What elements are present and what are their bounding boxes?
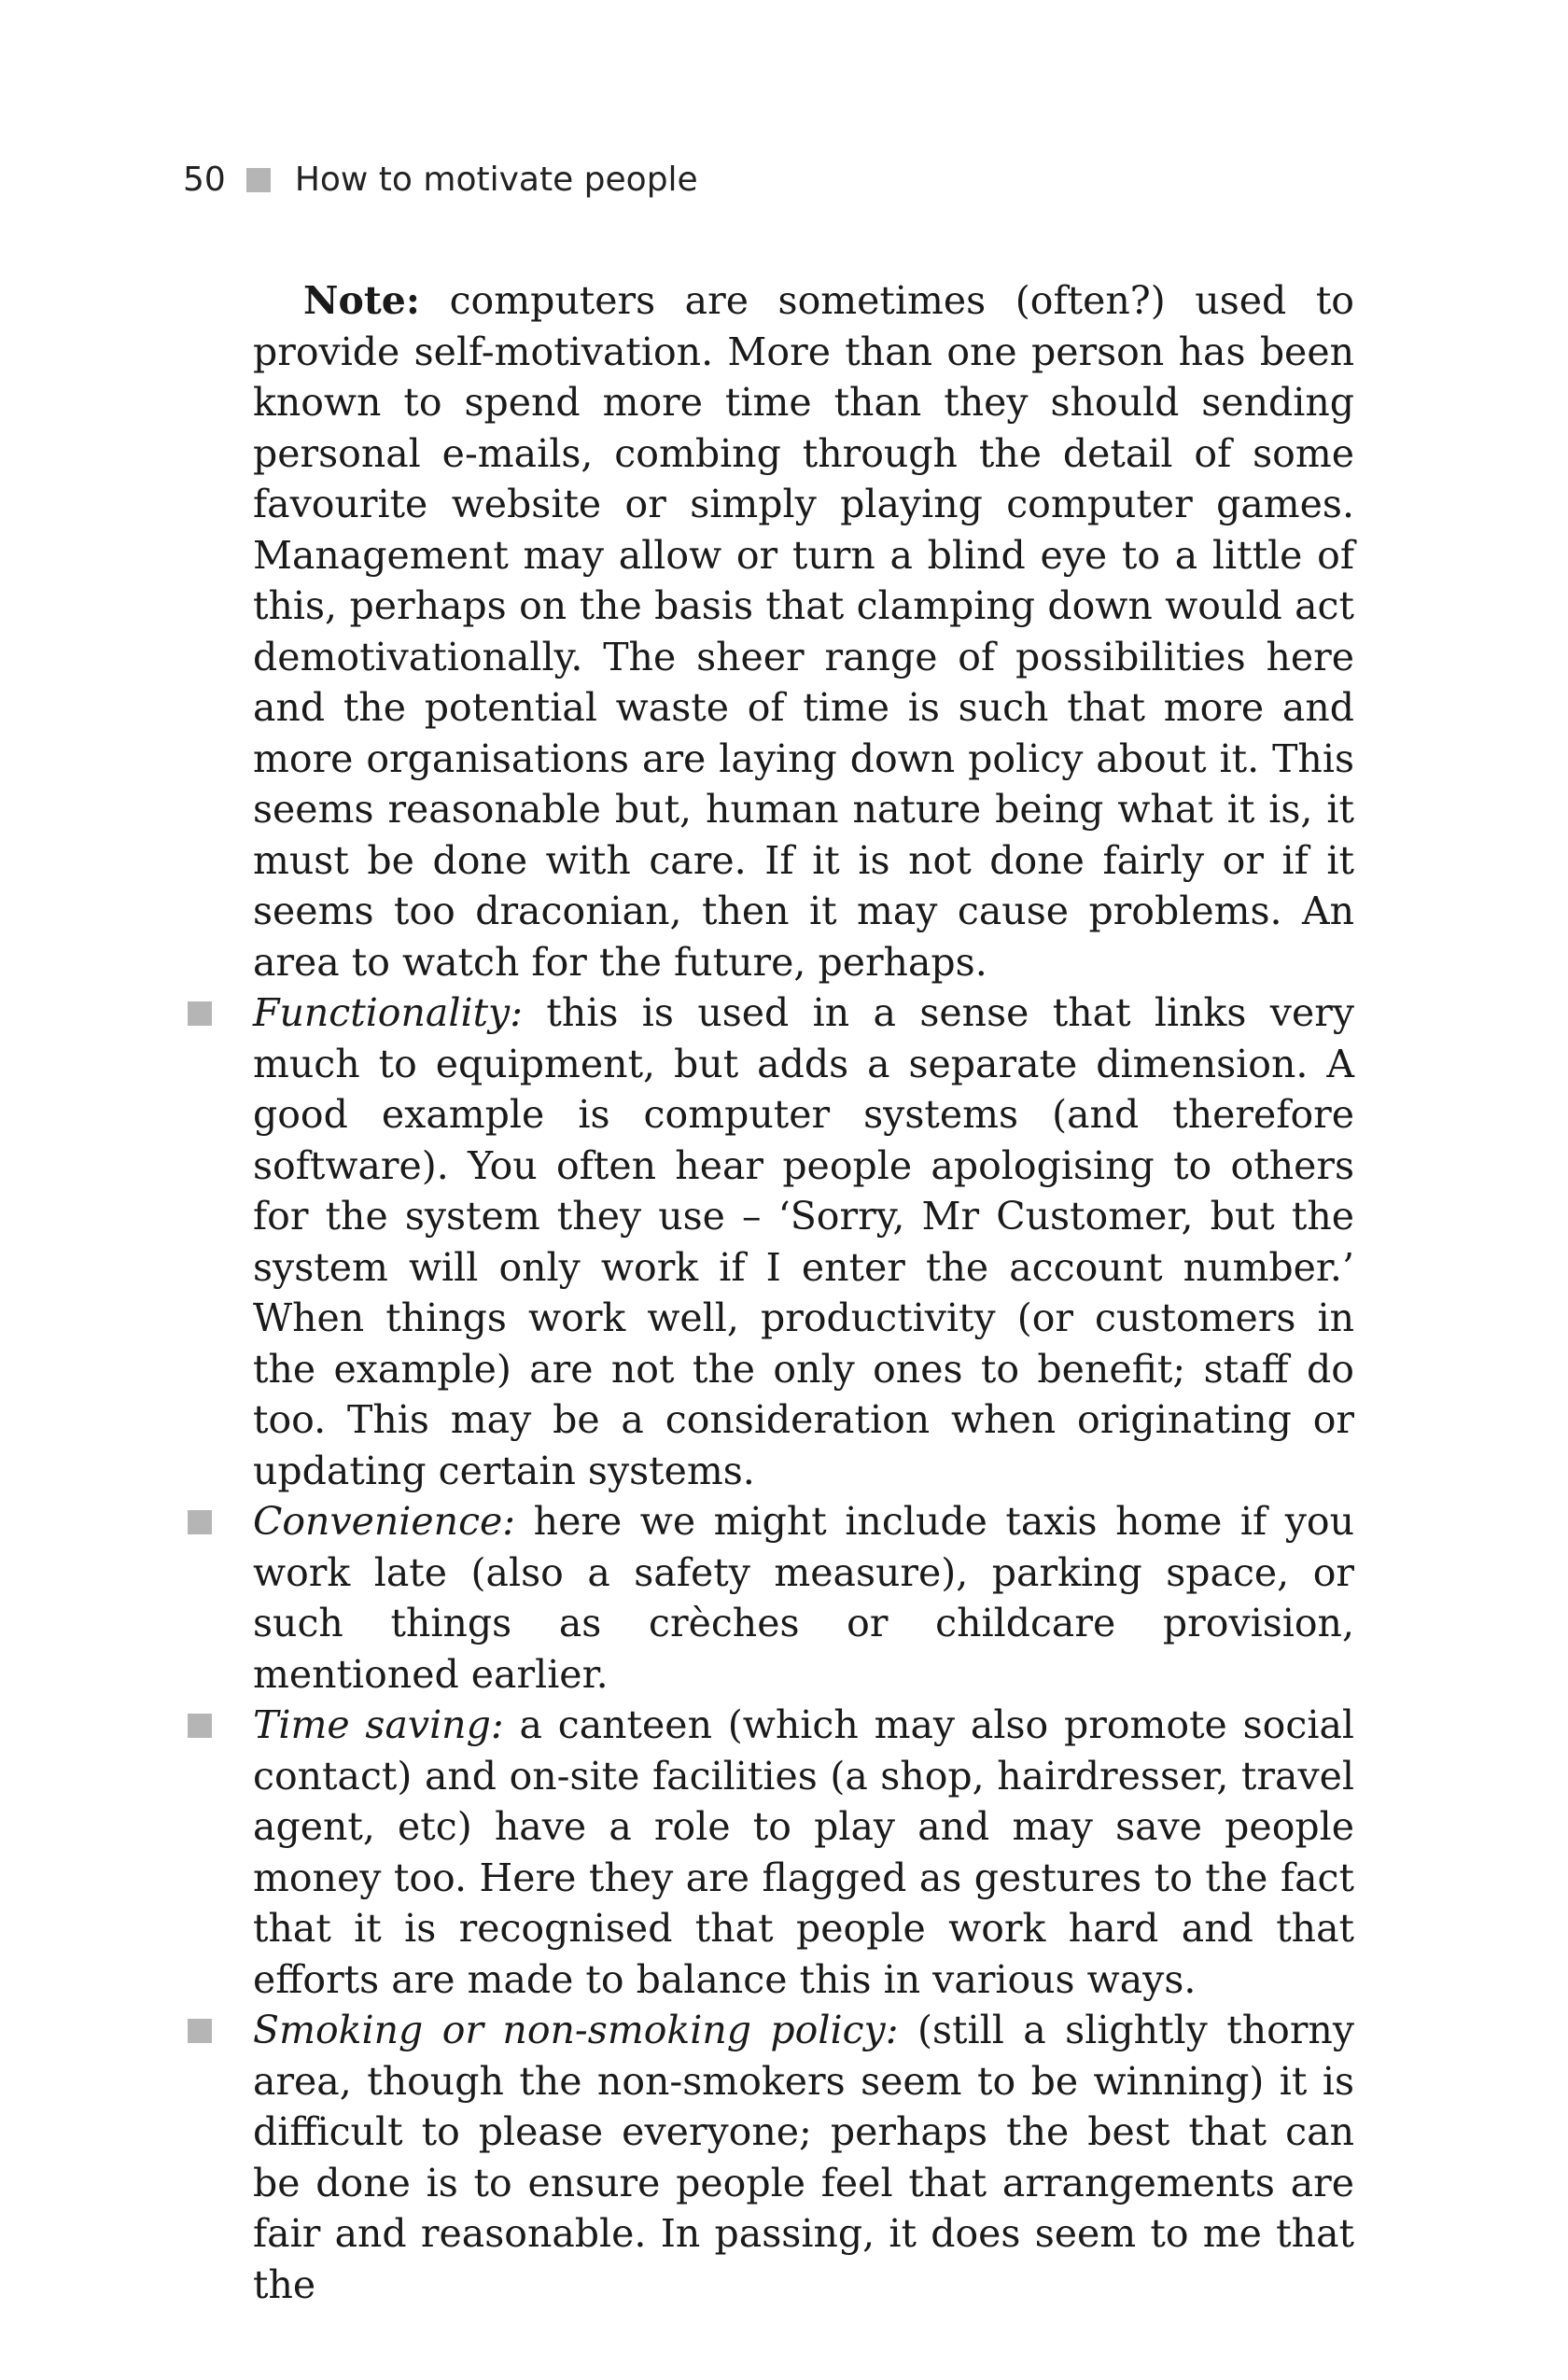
bullet-item-smoking-policy bbox=[253, 2005, 1354, 2310]
bullet-item-convenience bbox=[253, 1496, 1354, 1700]
note-paragraph bbox=[253, 275, 1354, 987]
page-number: 50 bbox=[183, 161, 226, 199]
square-bullet-icon bbox=[188, 1714, 212, 1738]
note-text: computers are sometimes (often?) used to provide self-motivation. More than one person has been known to spend more time than they should sending personal e-mails, combing through the detail of some favourite website or simply playing computer games. Management may allow or turn a blind eye to a little of this, perhaps on the basis that clamping down would act demotivationally. The sheer range of possibilities here and the potential waste of time is such that more and more organisations are laying down policy about it. This seems reasonable but, human nature being what it is, it must be done with care. If it is not done fairly or if it seems too draconian, then it may cause problems. An area to watch for the future, perhaps. bbox=[253, 278, 1354, 985]
bullet-term: Functionality: bbox=[253, 990, 524, 1035]
page-body bbox=[253, 275, 1354, 2310]
running-title: How to motivate people bbox=[294, 161, 698, 199]
header-square-icon bbox=[246, 168, 271, 192]
bullet-term: Time saving: bbox=[253, 1702, 504, 1747]
bullet-text: here we might include taxis home if you work late (also a safety measure), parking space, or such things as crèches or childcare provision, mentioned earlier. bbox=[253, 1499, 1354, 1697]
square-bullet-icon bbox=[188, 1510, 212, 1534]
note-lead: Note: bbox=[303, 278, 420, 323]
bullet-text: a canteen (which may also promote social contact) and on-site facilities (a shop, hairdresser, travel agent, etc) have a role to play and may save people money too. Here they are flagged as gestures to the fact that it is recognised that people work hard and that efforts are made to balance this in various ways. bbox=[253, 1702, 1354, 2002]
bullet-text: this is used in a sense that links very much to equipment, but adds a separate dimension. A good example is computer systems (and therefore software). You often hear people apologising to others for the system they use – ‘Sorry, Mr Customer, but the system will only work if I enter the account number.’ When things work well, productivity (or customers in the example) are not the only ones to benefit; staff do too. This may be a consideration when originating or updating certain systems. bbox=[253, 990, 1354, 1493]
square-bullet-icon bbox=[188, 2019, 212, 2043]
bullet-list bbox=[253, 987, 1354, 2310]
running-head bbox=[183, 161, 698, 199]
bullet-item-functionality bbox=[253, 987, 1354, 1496]
bullet-text: (still a slightly thorny area, though the non-smokers seem to be winning) it is difficult to please everyone; perhaps the best that can be done is to ensure people feel that arrangements are fair and reasonable. In passing, it does seem to me that the bbox=[253, 2008, 1355, 2307]
bullet-item-time-saving bbox=[253, 1700, 1354, 2005]
square-bullet-icon bbox=[188, 1001, 212, 1026]
bullet-term: Smoking or non-smoking policy: bbox=[253, 2008, 899, 2052]
bullet-term: Convenience: bbox=[253, 1499, 516, 1544]
